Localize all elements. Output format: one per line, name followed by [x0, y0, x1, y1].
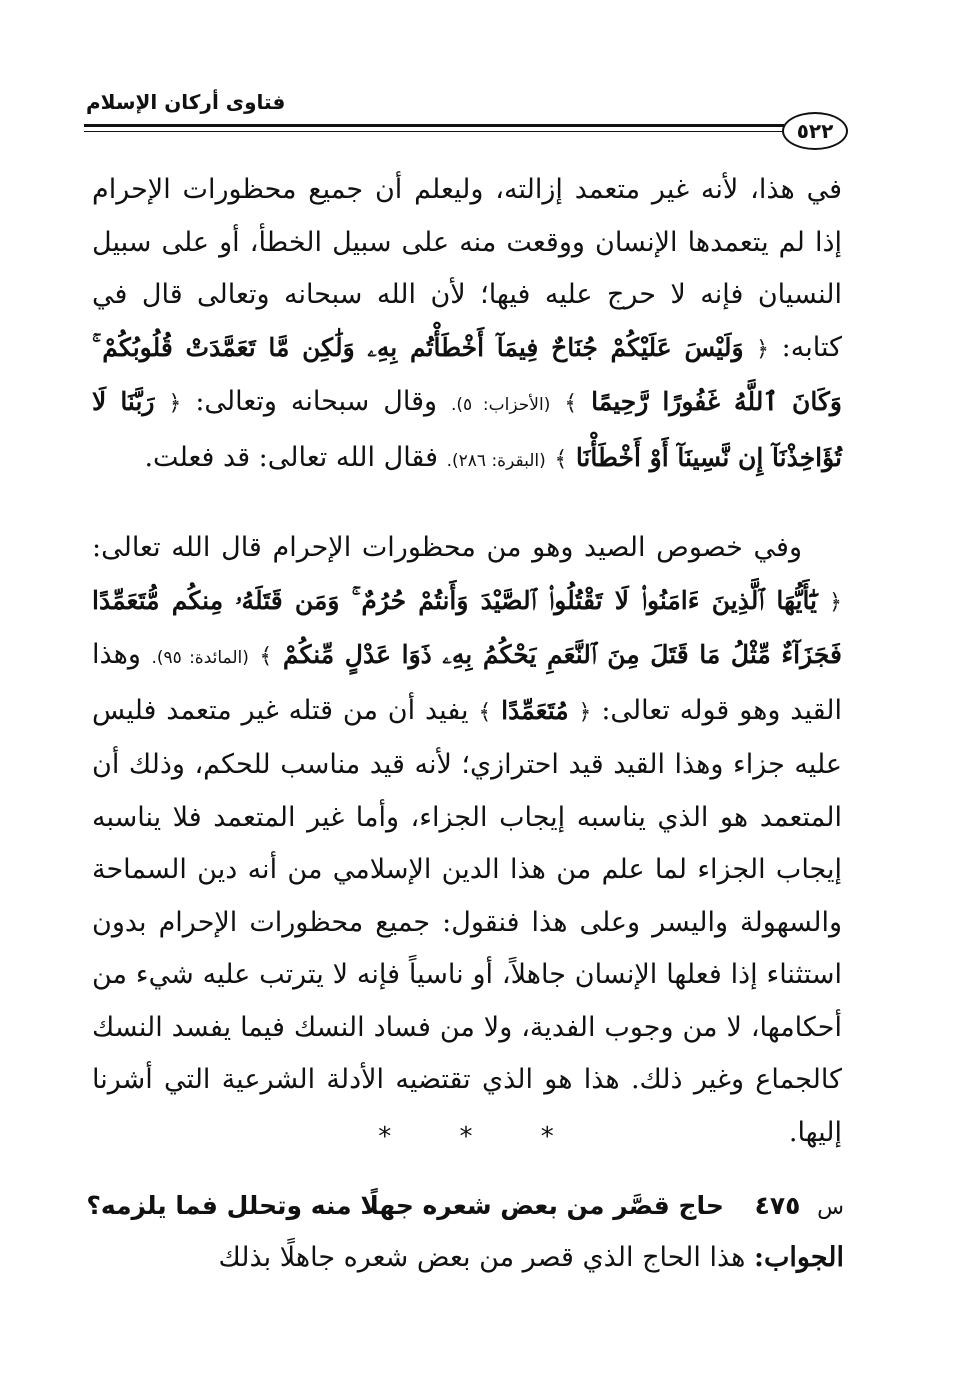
quran-bracket-open: ﴿: [578, 699, 592, 725]
paragraph-1: [92, 164, 842, 487]
quran-verse: مُتَعَمِّدًا: [501, 695, 569, 725]
quran-bracket-close: ﴾: [554, 446, 568, 472]
body-text: وهذا القيد وهو قوله تعالى:: [92, 639, 842, 726]
body-text: فقال الله تعالى: قد فعلت.: [144, 441, 438, 473]
body-text: وفي خصوص الصيد وهو من محظورات الإحرام قال الله تعالى:: [92, 532, 802, 563]
quran-bracket-open: ﴿: [756, 336, 770, 362]
quran-verse: وَلَيْسَ عَلَيْكُمْ جُنَاحٌ فِيمَآ أَخْطَأْتُم بِهِۦ وَلَٰكِن مَّا تَعَمَّدَتْ قُلُوبُكُمْ ۚ وَكَانَ ٱللَّهُ غَفُورًا رَّحِيمًا: [92, 332, 842, 416]
verse-reference: (الأحزاب: ٥).: [450, 395, 551, 415]
header-rule: [84, 124, 784, 127]
quran-bracket-open: ﴿: [168, 391, 182, 416]
quran-bracket-close: ﴾: [259, 644, 273, 669]
answer-line: [92, 1232, 844, 1284]
section-separator: * * *: [378, 1122, 584, 1152]
running-title: فتاوى أركان الإسلام: [86, 90, 286, 114]
header-rule-thin: [84, 131, 784, 132]
body-text: وقال سبحانه وتعالى:: [195, 386, 438, 417]
question-number: ٤٧٥: [754, 1191, 801, 1220]
question-heading: [86, 1180, 844, 1234]
quran-bracket-close: ﴾: [564, 391, 578, 416]
question-text: حاج قصَّر من بعض شعره جهلًا منه وتحلل فما يلزمه؟: [86, 1191, 724, 1220]
body-text: يفيد أن من قتله غير متعمد فليس عليه جزاء وهذا القيد قيد احترازي؛ لأنه قيد مناسب للحكم، وذلك أن المتعمد هو الذي يناسبه إيجاب الجزاء، وأما غير المتعمد فلا يناسبه إيجاب الجزاء لما علم من هذا الدين الإسلامي من أنه دين السماحة والسهولة واليسر وعلى هذا فنقول: جميع محظورات الإحرام بدون استثناء إذا فعلها الإنسان جاهلاً، أو ناسياً فإنه لا يترتب عليه شيء من أحكامها، لا من وجوب الفدية، ولا من فساد النسك فيما يفسد النسك كالجماع وغير ذلك. هذا هو الذي تقتضيه الأدلة الشرعية التي أشرنا إليها.: [92, 694, 842, 1148]
quran-bracket-open: ﴿: [829, 589, 842, 615]
quran-verse: يَٰٓأَيُّهَا ٱلَّذِينَ ءَامَنُوا۟ لَا تَقْتُلُوا۟ ٱلصَّيْدَ وَأَنتُمْ حُرُمٌ ۚ وَمَن قَتَلَهُۥ مِنكُم مُّتَعَمِّدًا فَجَزَآءٌ مِّثْلُ مَا قَتَلَ مِنَ ٱلنَّعَمِ يَحْكُمُ بِهِۦ ذَوَا عَدْلٍ مِّنكُمْ: [92, 585, 842, 669]
quran-bracket-close: ﴾: [478, 699, 492, 725]
question-marker: س: [817, 1195, 844, 1220]
answer-text: هذا الحاج الذي قصر من بعض شعره جاهلًا بذلك: [218, 1242, 746, 1273]
verse-reference: (المائدة: ٩٥).: [151, 648, 249, 668]
paragraph-2: [92, 522, 842, 1159]
answer-label: الجواب:: [754, 1242, 844, 1273]
verse-reference: (البقرة: ٢٨٦).: [446, 450, 546, 471]
body-text: في هذا، لأنه غير متعمد إزالته، وليعلم أن جميع محظورات الإحرام إذا لم يتعمدها الإنسان ووقعت منه على سبيل الخطأ، أو على سبيل النسيان فإنه لا حرج عليه فيها؛ لأن الله سبحانه وتعالى قال في كتابه:: [92, 174, 842, 363]
quran-verse: رَبَّنَا لَا تُؤَاخِذْنَآ إِن نَّسِينَآ أَوْ أَخْطَأْنَا: [92, 387, 842, 472]
page-number: ٥٢٢: [782, 112, 848, 150]
